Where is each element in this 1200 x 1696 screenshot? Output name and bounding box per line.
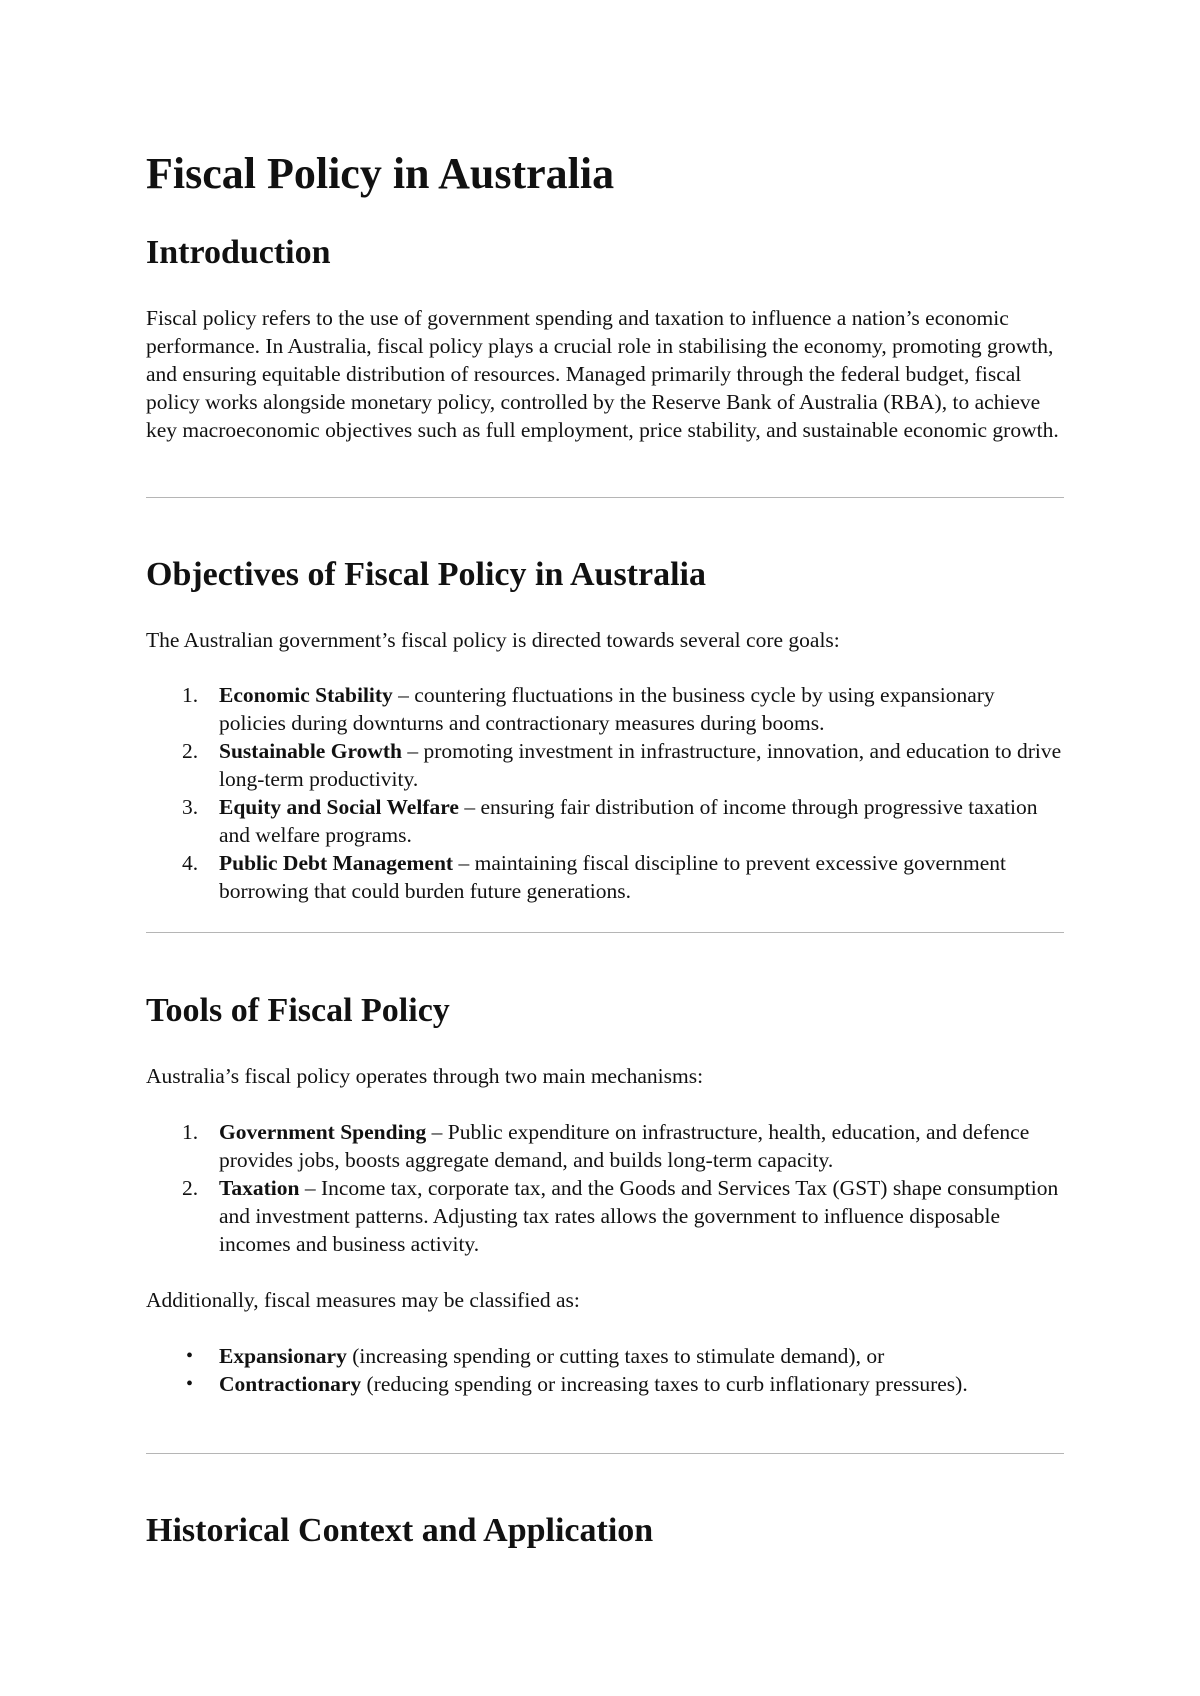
tools-list <box>146 1118 1064 1258</box>
history-heading: Historical Context and Application <box>146 1512 654 1549</box>
section-divider <box>146 932 1064 933</box>
bullet-icon: • <box>186 1373 194 1395</box>
list-number: 3. <box>182 795 199 819</box>
tools-intro: Australia’s fiscal policy operates through two main mechanisms: <box>146 1064 704 1088</box>
section-divider <box>146 497 1064 498</box>
list-item-text: – countering fluctuations in the business cycle by using expansionary policies during downturns and contractionary measures during booms. <box>219 683 995 735</box>
classification-intro: Additionally, fiscal measures may be classified as: <box>146 1288 580 1312</box>
list-item <box>146 849 1064 905</box>
list-item <box>146 793 1064 849</box>
list-item <box>146 1370 1064 1398</box>
list-number: 1. <box>182 683 199 707</box>
bullet-icon: • <box>186 1345 194 1367</box>
list-item-text: – Income tax, corporate tax, and the Goods and Services Tax (GST) shape consumption and investment patterns. Adjusting tax rates allows the government to influence disposable incomes and business activity. <box>219 1176 1059 1256</box>
objectives-heading: Objectives of Fiscal Policy in Australia <box>146 556 706 593</box>
introduction-heading: Introduction <box>146 234 331 271</box>
list-item <box>146 681 1064 737</box>
list-item-text: (increasing spending or cutting taxes to stimulate demand), or <box>346 1344 885 1368</box>
list-number: 2. <box>182 739 199 763</box>
objectives-list <box>146 681 1064 905</box>
list-item-term: Government Spending <box>219 1120 427 1144</box>
list-item-term: Contractionary <box>219 1372 362 1396</box>
list-item <box>146 1342 1064 1370</box>
list-item-term: Equity and Social Welfare <box>219 795 459 819</box>
list-item-text: (reducing spending or increasing taxes to curb inflationary pressures). <box>361 1372 968 1396</box>
section-divider <box>146 1453 1064 1454</box>
list-number: 4. <box>182 851 199 875</box>
list-item <box>146 1174 1064 1258</box>
list-item-text: – Public expenditure on infrastructure, health, education, and defence provides jobs, boosts aggregate demand, and builds long-term capacity. <box>219 1120 1030 1172</box>
document-title: Fiscal Policy in Australia <box>146 149 615 198</box>
list-item-text: – ensuring fair distribution of income through progressive taxation and welfare programs. <box>219 795 1038 847</box>
list-number: 1. <box>182 1120 199 1144</box>
list-item-term: Taxation <box>219 1176 300 1200</box>
list-item <box>146 737 1064 793</box>
list-item-text: – maintaining fiscal discipline to prevent excessive government borrowing that could burden future generations. <box>219 851 1006 903</box>
list-item-term: Economic Stability <box>219 683 393 707</box>
tools-heading: Tools of Fiscal Policy <box>146 992 450 1029</box>
objectives-intro: The Australian government’s fiscal policy is directed towards several core goals: <box>146 628 840 652</box>
classification-list <box>146 1342 1064 1398</box>
list-item-term: Sustainable Growth <box>219 739 402 763</box>
list-number: 2. <box>182 1176 199 1200</box>
list-item <box>146 1118 1064 1174</box>
list-item-term: Public Debt Management <box>219 851 454 875</box>
list-item-text: – promoting investment in infrastructure, innovation, and education to drive long-term productivity. <box>219 739 1062 791</box>
list-item-term: Expansionary <box>219 1344 347 1368</box>
introduction-paragraph: Fiscal policy refers to the use of government spending and taxation to influence a nation’s economic performance. In Australia, fiscal policy plays a crucial role in stabilising the economy, promoting growth, and ensuring equitable distribution of resources. Managed primarily through the federal budget, fiscal policy works alongside monetary policy, controlled by the Reserve Bank of Australia (RBA), to achieve key macroeconomic objectives such as full employment, price stability, and sustainable economic growth. <box>146 306 1059 442</box>
